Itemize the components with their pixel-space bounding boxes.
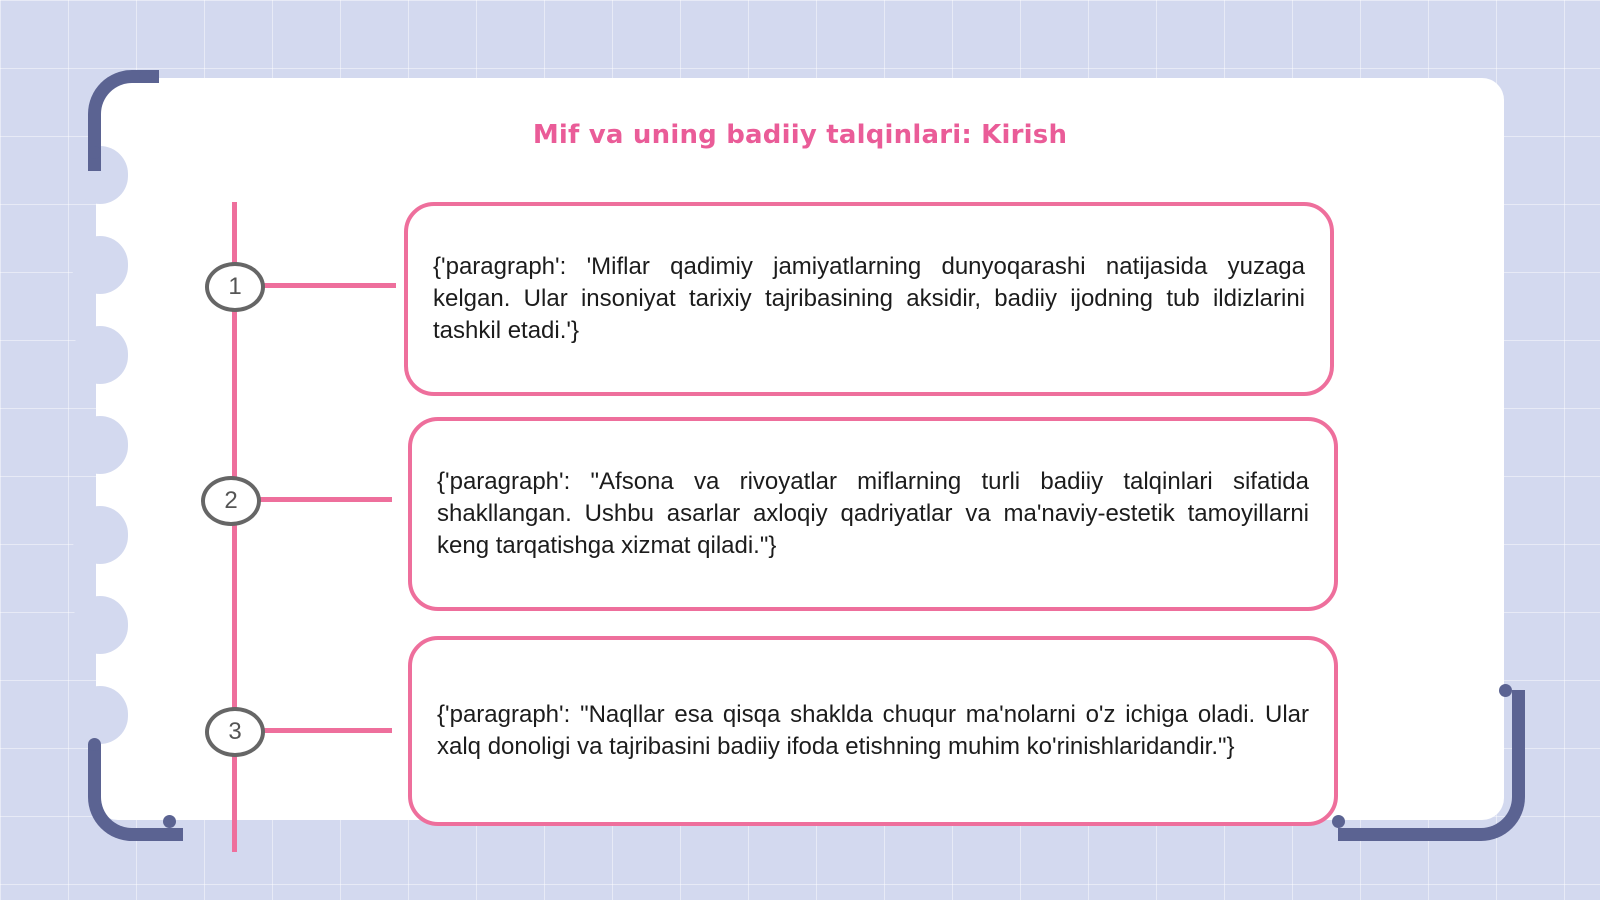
frame-corner-bottom-right (1338, 690, 1525, 841)
timeline-connector (258, 497, 392, 502)
frame-cap (1499, 684, 1512, 697)
binder-notch (72, 326, 128, 384)
timeline-card-2 (408, 417, 1338, 611)
frame-cap (88, 146, 101, 159)
card-text: {'paragraph': "Afsona va rivoyatlar miflarning turli badiiy talqinlari sifatida shakllangan. Ushbu asarlar axloqiy qadriyatlar va ma'naviy-estetik tamoyillarni keng tarqatishga xizmat qiladi."} (437, 468, 1309, 559)
card-text: {'paragraph': 'Miflar qadimiy jamiyatlarning dunyoqarashi natijasida yuzaga kelgan. Ular insoniyat tarixiy tajribasining aksidir, badiiy ijodning tub ildizlarini tashkil etadi.'} (433, 253, 1305, 344)
frame-cap (1332, 815, 1345, 828)
timeline-connector (262, 728, 392, 733)
timeline-card-1 (404, 202, 1334, 396)
timeline-marker-number: 2 (224, 487, 238, 514)
frame-cap (163, 815, 176, 828)
timeline-marker-number: 3 (228, 718, 242, 745)
frame-cap (88, 738, 101, 751)
timeline-marker-number: 1 (228, 273, 242, 300)
timeline-marker-1 (205, 262, 265, 312)
binder-notch (72, 416, 128, 474)
binder-notch (72, 236, 128, 294)
binder-notch (72, 686, 128, 744)
binder-notch (72, 596, 128, 654)
binder-notch (72, 506, 128, 564)
slide-title: Mif va uning badiiy talqinlari: Kirish (532, 120, 1068, 150)
timeline-marker-2 (201, 476, 261, 526)
card-text: {'paragraph': "Naqllar esa qisqa shaklda chuqur ma'nolarni o'z ichiga oladi. Ular xalq donoligi va tajribasini badiiy ifoda etishning muhim ko'rinishlaridandir."} (437, 701, 1309, 760)
timeline-card-3 (408, 636, 1338, 826)
timeline-marker-3 (205, 707, 265, 757)
frame-cap (139, 70, 152, 83)
timeline-connector (262, 283, 396, 288)
